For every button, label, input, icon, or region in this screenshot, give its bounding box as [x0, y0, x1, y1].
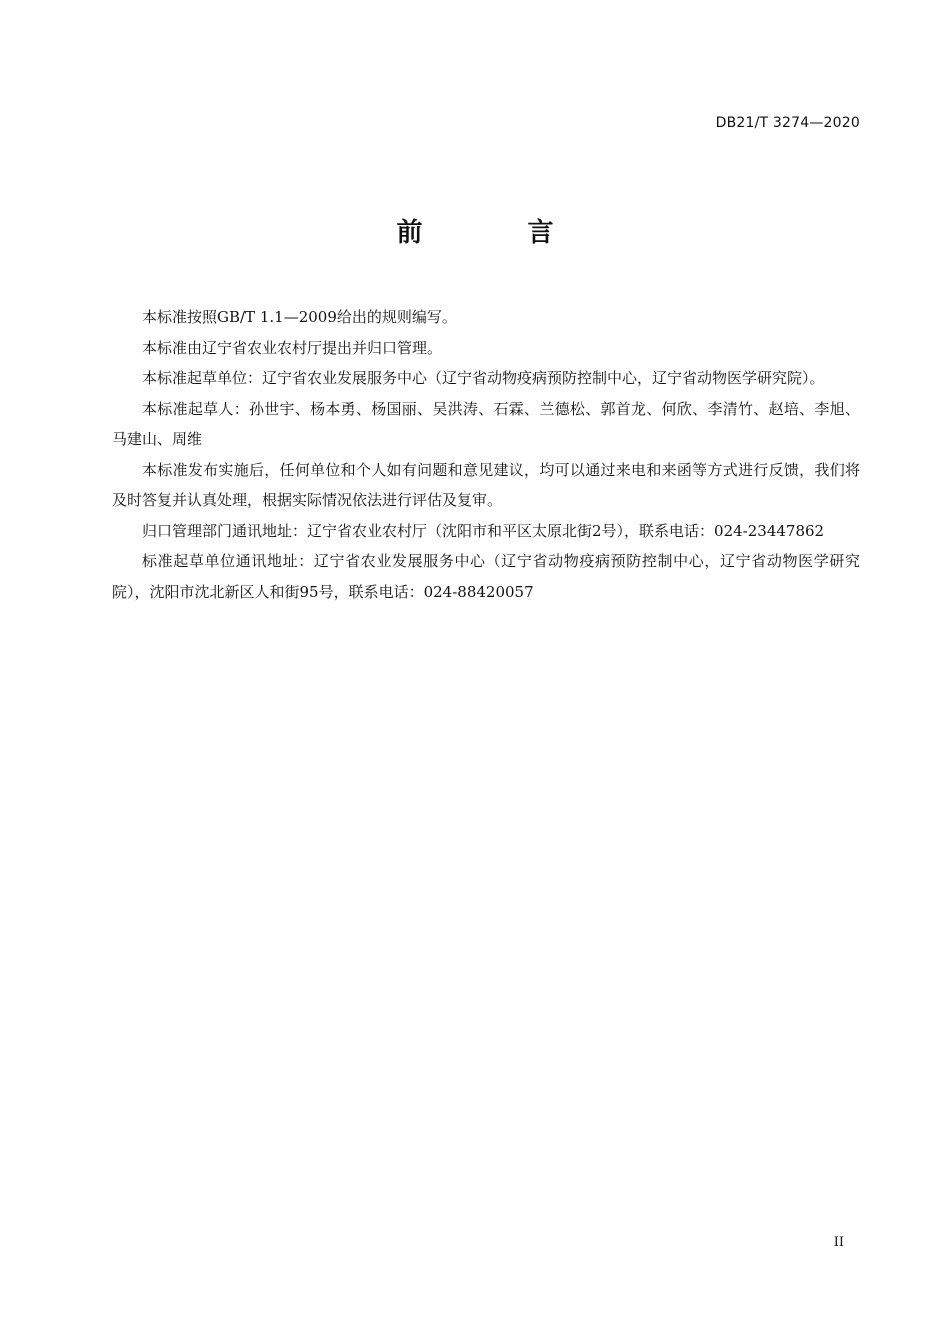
paragraph-feedback: 本标准发布实施后，任何单位和个人如有问题和意见建议，均可以通过来电和来函等方式进行反馈，我们将及时答复并认真处理，根据实际情况依法进行评估及复审。 — [112, 460, 860, 509]
paragraph-drafters: 本标准起草人：孙世宇、杨本勇、杨国丽、吴洪涛、石霖、兰德松、郭首龙、何欣、李清竹、赵培、李旭、马建山、周维 — [112, 399, 860, 448]
foreword-body — [112, 302, 860, 607]
paragraph-authority-address: 归口管理部门通讯地址：辽宁省农业农村厅（沈阳市和平区太原北街2号），联系电话：024-23447862 — [142, 521, 825, 540]
page-title: 前 言 — [396, 218, 602, 248]
paragraph-drafter-address: 标准起草单位通讯地址：辽宁省农业发展服务中心（辽宁省动物疫病预防控制中心，辽宁省动物医学研究院），沈阳市沈北新区人和街95号，联系电话：024-88420057 — [112, 552, 860, 601]
standard-code: DB21/T 3274—2020 — [715, 115, 860, 131]
paragraph-drafting-units: 本标准起草单位：辽宁省农业发展服务中心（辽宁省动物疫病预防控制中心，辽宁省动物医学研究院）。 — [142, 369, 825, 387]
paragraph-drafting-rules: 本标准按照GB/T 1.1—2009给出的规则编写。 — [142, 308, 457, 326]
paragraph-proposer: 本标准由辽宁省农业农村厅提出并归口管理。 — [142, 338, 443, 357]
page-number: II — [833, 1235, 844, 1250]
